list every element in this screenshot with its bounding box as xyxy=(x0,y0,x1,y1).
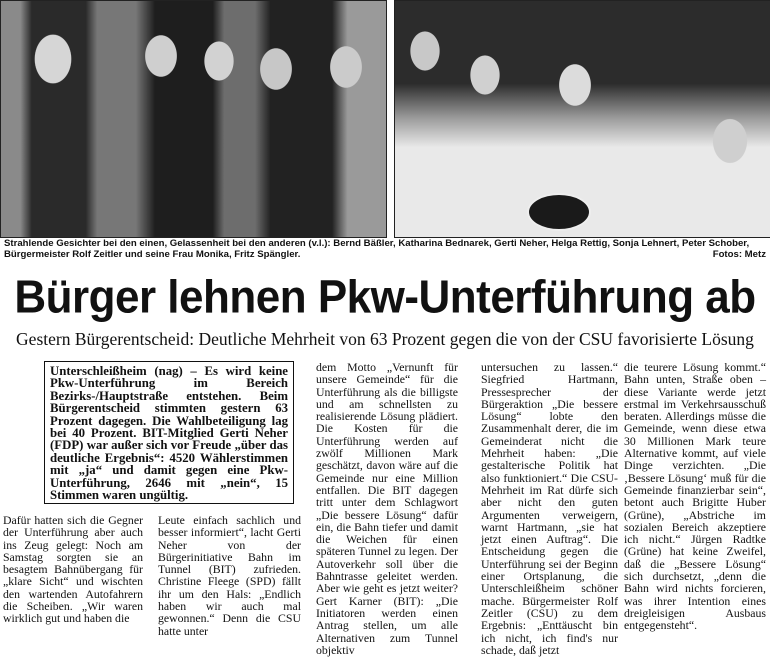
article-column-1: Dafür hatten sich die Gegner der Unterführung aber auch ins Zeug gelegt: Noch am Samstag sorgten sie an besagtem Bahnübergang für „klare Sicht“ und wischten den wartenden Autofahrern die Scheiben. „Wir waren wirklich gut und haben die xyxy=(3,513,143,626)
article-column-5: die teurere Lösung kommt.“ Bahn unten, Straße oben – diese Variante werde jetzt erstmal im Verkehrsausschuß beraten. Allerdings müsse die Gemeinde, wenn diese etwa 30 Millionen Mark teure Alternative kommt, auf viele Dinge verzichten. „Die ‚Bessere Lösung‘ muß für die Gemeinde finanzierbar sein“, betont auch Brigitte Huber (Grüne), „Abstriche im sozialen Bereich akzeptiere ich nicht.“ Jürgen Radtke (Grüne) hat keine Zweifel, daß die „Bessere Lösung“ sich durchsetzt, „denn die Bahn wird nichts forcieren, was ihrer Intention eines dreigleisigen Ausbaus entgegensteht“. xyxy=(624,360,766,633)
subheadline: Gestern Bürgerentscheid: Deutliche Mehrheit von 63 Prozent gegen die von der CSU favorisierte Lösung xyxy=(16,329,754,349)
plate-detail xyxy=(527,193,591,231)
article-column-3: dem Motto „Vernunft für unsere Gemeinde“ für die Unterführung als die billigste und am schnellsten zu realisierende Lösung plädiert. Die Kosten für die Unterführung werden auf zwölf Millionen Mark geschätzt, davon wäre auf die Gemeinde nur eine Million entfallen. Die BIT dagegen tritt unter dem Schlagwort „Die bessere Lösung“ dafür ein, die Bahn tiefer und damit die Weichen für einen späteren Tunnel zu legen. Der Autoverkehr soll über die Bahntrasse geleitet werden. Aber wie geht es jetzt weiter? Gert Karner (BIT): „Die Initiatoren werden einen Antrag stellen, um alle Alternativen zum Tunnel objektiv xyxy=(316,360,458,657)
article-column-2: Leute einfach sachlich und besser informiert“, lacht Gerti Neher von der Bürgerinitiative Bahn im Tunnel (BIT) zufrieden. Christine Fleege (SPD) fällt ihr um den Hals: „Endlich haben wir auch mal gewonnen.“ Denn die CSU hatte unter xyxy=(158,513,301,638)
photo-credit: Fotos: Metz xyxy=(712,249,766,260)
article-column-4: untersuchen zu lassen.“ Siegfried Hartmann, Pressesprecher der Bürgeraktion „Die bessere Lösung“ lobte den Zusammenhalt derer, die im Gemeinderat nicht die Mehrheit haben: „Die gestalterische Politik hat also funktioniert.“ Die CSU-Mehrheit im Rat dürfe sich aber nicht den guten Argumenten verweigern, warnt Hartmann, „sie hat jetzt einen Auftrag“. Die Entscheidung gegen die Unterführung sei der Beginn einer Ortsplanung, die Unterschleißheim schöner mache. Bürgermeister Rolf Zeitler (CSU) zu dem Ergebnis: „Enttäuscht bin ich nicht, ich find's nur schade, daß jetzt xyxy=(481,360,618,657)
caption-text: Strahlende Gesichter bei den einen, Gelassenheit bei den anderen (v.l.): Bernd Bäßler, Katharina Bednarek, Gerti Neher, Helga Rettig, Sonja Lehnert, Peter Schober, Bürgermeister Rolf Zeitler und seine Frau Monika, Fritz Spängler. xyxy=(4,238,750,260)
photo-caption xyxy=(4,238,766,268)
headline: Bürger lehnen Pkw-Unterführung ab xyxy=(14,271,756,324)
lead-paragraph: Unterschleißheim (nag) – Es wird keine Pkw-Unterführung im Bereich Bezirks-/Hauptstraße entstehen. Beim Bürgerentscheid stimmten gestern 63 Prozent dagegen. Die Wahlbeteiligung lag bei 40 Prozent. BIT-Mitglied Gerti Neher (FDP) war außer sich vor Freude „über das deutliche Ergebnis“: 4520 Wählerstimmen mit „ja“ und damit gegen eine Pkw-Unterführung, 2646 mit „nein“, 15 Stimmen waren ungültig. xyxy=(44,361,294,504)
table-photo-right xyxy=(394,0,770,238)
group-photo-left xyxy=(0,0,387,238)
